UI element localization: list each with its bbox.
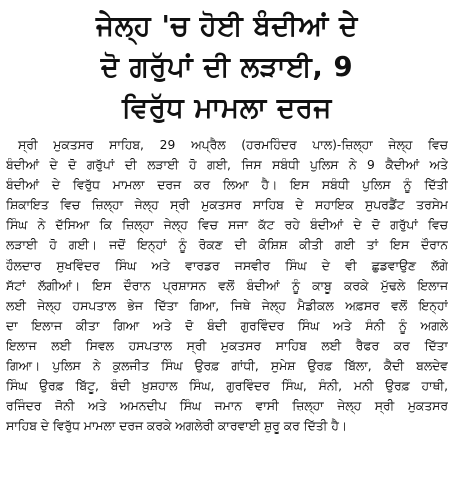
body-line: ਸੱਟਾਂ ਲੱਗੀਆਂ। ਇਸ ਦੌਰਾਨ ਪ੍ਰਸ਼ਾਸਨ ਵਲੋਂ ਬੰਦੀਆਂ ਨੂੰ ਕਾਬੂ ਕਰਕੇ ਮੁੱਢਲੇ ਇਲਾਜ xyxy=(6,278,448,293)
body-line: ਲਈ ਜੇਲ੍ਹ ਹਸਪਤਾਲ ਭੇਜ ਦਿੱਤਾ ਗਿਆ, ਜਿਥੇ ਜੇਲ੍ਹ ਮੈਡੀਕਲ ਅਫ਼ਸਰ ਵਲੋਂ ਇਨ੍ਹਾਂ xyxy=(6,298,448,313)
body-line: ਬੰਦੀਆਂ ਦੇ ਵਿਰੁੱਧ ਮਾਮਲਾ ਦਰਜ ਕਰ ਲਿਆ ਹੈ। ਇਸ ਸਬੰਧੀ ਪੁਲਿਸ ਨੂੰ ਦਿੱਤੀ xyxy=(6,178,448,193)
headline-line: ਵਿਰੁੱਧ ਮਾਮਲਾ ਦਰਜ xyxy=(122,92,332,124)
body-line: ਸ਼ਿਕਾਇਤ ਵਿਚ ਜ਼ਿਲ੍ਹਾ ਜੇਲ੍ਹ ਸ੍ਰੀ ਮੁਕਤਸਰ ਸਾਹਿਬ ਦੇ ਸਹਾਇਕ ਸੁਪਰਡੈਂਟ ਤਰਸੇਮ xyxy=(6,198,448,213)
body-line: ਲੜਾਈ ਹੋ ਗਈ। ਜਦੋਂ ਇਨ੍ਹਾਂ ਨੂੰ ਰੋਕਣ ਦੀ ਕੋਸ਼ਿਸ਼ ਕੀਤੀ ਗਈ ਤਾਂ ਇਸ ਦੌਰਾਨ xyxy=(6,238,448,253)
body-line: ਇਲਾਜ ਲਈ ਸਿਵਲ ਹਸਪਤਾਲ ਸ੍ਰੀ ਮੁਕਤਸਰ ਸਾਹਿਬ ਲਈ ਰੈਫਰ ਕਰ ਦਿੱਤਾ xyxy=(6,338,448,353)
body-line: ਦਾ ਇਲਾਜ ਕੀਤਾ ਗਿਆ ਅਤੇ ਦੋ ਬੰਦੀ ਗੁਰਵਿੰਦਰ ਸਿੰਘ ਅਤੇ ਸੰਨੀ ਨੂੰ ਅਗਲੇ xyxy=(6,318,448,333)
body-line: ਬੰਦੀਆਂ ਦੇ ਦੋ ਗਰੁੱਪਾਂ ਦੀ ਲੜਾਈ ਹੋ ਗਈ, ਜਿਸ ਸਬੰਧੀ ਪੁਲਿਸ ਨੇ 9 ਕੈਦੀਆਂ ਅਤੇ xyxy=(6,158,448,173)
body-line: ਹੌਲਦਾਰ ਸੁਖਵਿੰਦਰ ਸਿੰਘ ਅਤੇ ਵਾਰਡਰ ਜਸਵੀਰ ਸਿੰਘ ਦੇ ਵੀ ਛੁਡਵਾਉਣ ਲੱਗੇ xyxy=(6,258,448,273)
headline-line: ਦੋ ਗਰੁੱਪਾਂ ਦੀ ਲੜਾਈ, 9 xyxy=(100,51,354,83)
headline-line: ਜੇਲ੍ਹ 'ਚ ਹੋਈ ਬੰਦੀਆਂ ਦੇ xyxy=(96,10,358,42)
body-line: ਸਾਹਿਬ ਦੇ ਵਿਰੁੱਧ ਮਾਮਲਾ ਦਰਜ ਕਰਕੇ ਅਗਲੇਰੀ ਕਾਰਵਾਈ ਸ਼ੁਰੂ ਕਰ ਦਿੱਤੀ ਹੈ। xyxy=(6,419,348,434)
body-line: ਸਿੰਘ ਉਰਫ਼ ਬਿੱਟੂ, ਬੰਦੀ ਖ਼ੁਸ਼ਹਾਲ ਸਿੰਘ, ਗੁਰਵਿੰਦਰ ਸਿੰਘ, ਸੰਨੀ, ਮਨੀ ਉਰਫ਼ ਹਾਥੀ, xyxy=(6,379,448,394)
article-body xyxy=(6,135,448,436)
body-line: ਰਜਿੰਦਰ ਜੋਨੀ ਅਤੇ ਅਮਨਦੀਪ ਸਿੰਘ ਜਮਾਨ ਵਾਸੀ ਜ਼ਿਲ੍ਹਾ ਜੇਲ੍ਹ ਸ੍ਰੀ ਮੁਕਤਸਰ xyxy=(6,399,448,414)
article-headline xyxy=(6,6,448,129)
body-line: ਸਿੰਘ ਨੇ ਦੱਸਿਆ ਕਿ ਜ਼ਿਲ੍ਹਾ ਜੇਲ੍ਹ ਵਿਚ ਸਜਾ ਕੱਟ ਰਹੇ ਬੰਦੀਆਂ ਦੇ ਦੋ ਗਰੁੱਪਾਂ ਵਿਚ xyxy=(6,218,448,233)
body-line: ਸ੍ਰੀ ਮੁਕਤਸਰ ਸਾਹਿਬ, 29 ਅਪ੍ਰੈਲ (ਹਰਮਹਿੰਦਰ ਪਾਲ)-ਜ਼ਿਲ੍ਹਾ ਜੇਲ੍ਹ ਵਿਚ xyxy=(18,138,448,152)
body-line: ਗਿਆ। ਪੁਲਿਸ ਨੇ ਕੁਲਜੀਤ ਸਿੰਘ ਉਰਫ਼ ਗਾਂਧੀ, ਸੁਮੇਸ਼ ਉਰਫ਼ ਬਿੱਲਾ, ਕੈਦੀ ਬਲਦੇਵ xyxy=(6,359,448,374)
